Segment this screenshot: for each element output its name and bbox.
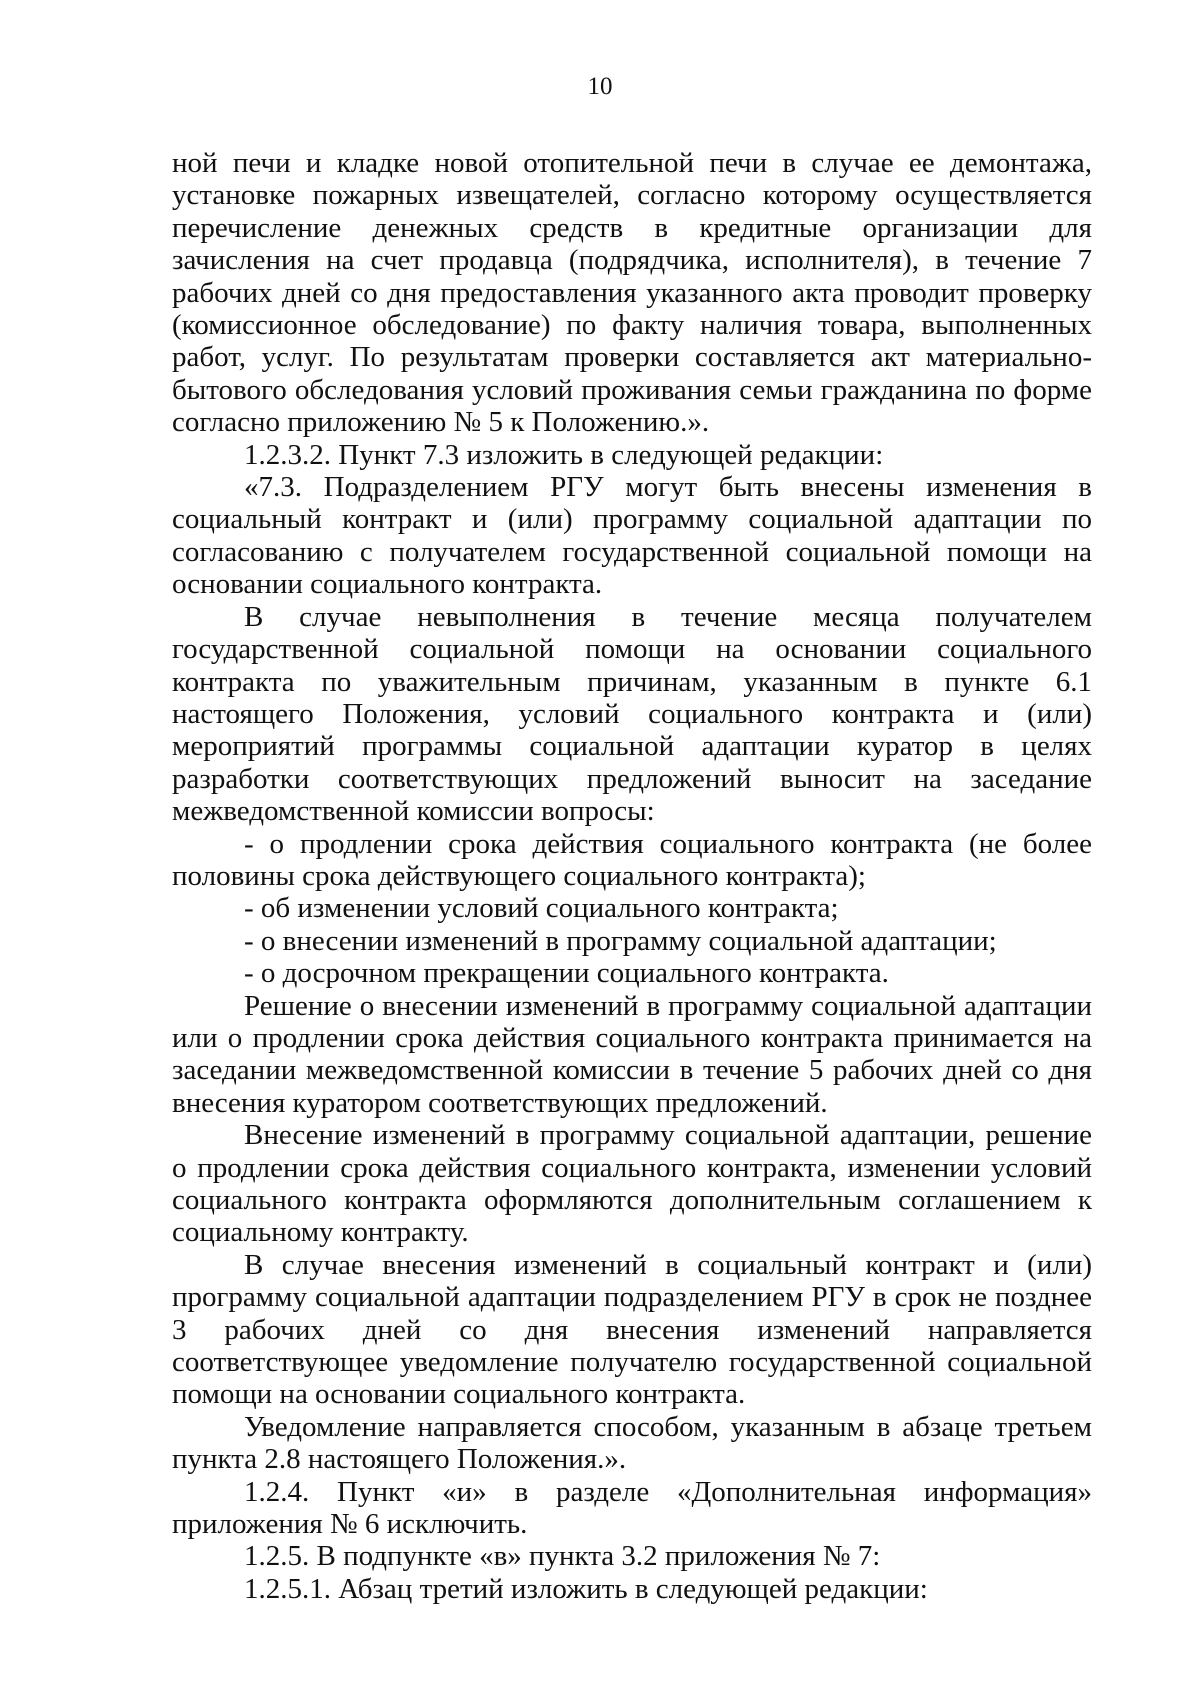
paragraph-clause-1-2-5: 1.2.5. В подпункте «в» пункта 3.2 приложения № 7: — [244, 1540, 881, 1573]
paragraph-clause-7-3: «7.3. Подразделением РГУ могут быть внесены изменения в социальный контракт и (или) программу социальной адаптации по согласованию с получателем государственной социальной помощи на основании социального контракта. — [172, 471, 1092, 601]
paragraph-notification-method: Уведомление направляется способом, указанным в абзаце третьем пункта 2.8 настоящего Положения.». — [172, 1410, 1092, 1476]
paragraph-clause-1-2-3-2: 1.2.3.2. Пункт 7.3 изложить в следующей редакции: — [244, 438, 884, 471]
paragraph-decision: Решение о внесении изменений в программу социальной адаптации или о продлении срока действия социального контракта принимается на заседании межведомственной комиссии в течение 5 рабочих дней со дня внесения куратором соответствующих предложений. — [172, 989, 1092, 1119]
paragraph-clause-1-2-4: 1.2.4. Пункт «и» в разделе «Дополнительная информация» приложения № 6 исключить. — [172, 1475, 1092, 1541]
list-item-early-termination: - о досрочном прекращении социального контракта. — [244, 957, 889, 990]
page-number: 10 — [587, 73, 613, 100]
paragraph-continuation: ной печи и кладке новой отопительной печи в случае ее демонтажа, установке пожарных извещателей, согласно которому осуществляется перечисление денежных средств в кредитные организации для зачисления на счет продавца (подрядчика, исполнителя), в течение 7 рабочих дней со дня предоставления указанного акта проводит проверку (комиссионное обследование) по факту наличия товара, выполненных работ, услуг. По результатам проверки составляется акт материально-бытового обследования условий проживания семьи гражданина по форме согласно приложению № 5 к Положению.». — [172, 147, 1092, 439]
paragraph-clause-1-2-5-1: 1.2.5.1. Абзац третий изложить в следующей редакции: — [244, 1572, 928, 1605]
paragraph-amendments: Внесение изменений в программу социальной адаптации, решение о продлении срока действия социального контракта, изменении условий социального контракта оформляются дополнительным соглашением к социальному контракту. — [172, 1119, 1092, 1249]
paragraph-non-fulfilment: В случае невыполнения в течение месяца получателем государственной социальной помощи на основании социального контракта по уважительным причинам, указанным в пункте 6.1 настоящего Положения, условий социального контракта и (или) мероприятий программы социальной адаптации куратор в целях разработки соответствующих предложений выносит на заседание межведомственной комиссии вопросы: — [172, 600, 1092, 828]
document-body — [172, 147, 1092, 1605]
list-item-extension: - о продлении срока действия социального контракта (не более половины срока действующего социального контракта); — [172, 827, 1092, 892]
list-item-change-program: - о внесении изменений в программу социальной адаптации; — [244, 924, 997, 957]
paragraph-notification-deadline: В случае внесения изменений в социальный контракт и (или) программу социальной адаптации подразделением РГУ в срок не позднее 3 рабочих дней со дня внесения изменений направляется соответствующее уведомление получателю государственной социальной помощи на основании социального контракта. — [172, 1248, 1092, 1411]
list-item-change-conditions: - об изменении условий социального контракта; — [244, 892, 839, 925]
